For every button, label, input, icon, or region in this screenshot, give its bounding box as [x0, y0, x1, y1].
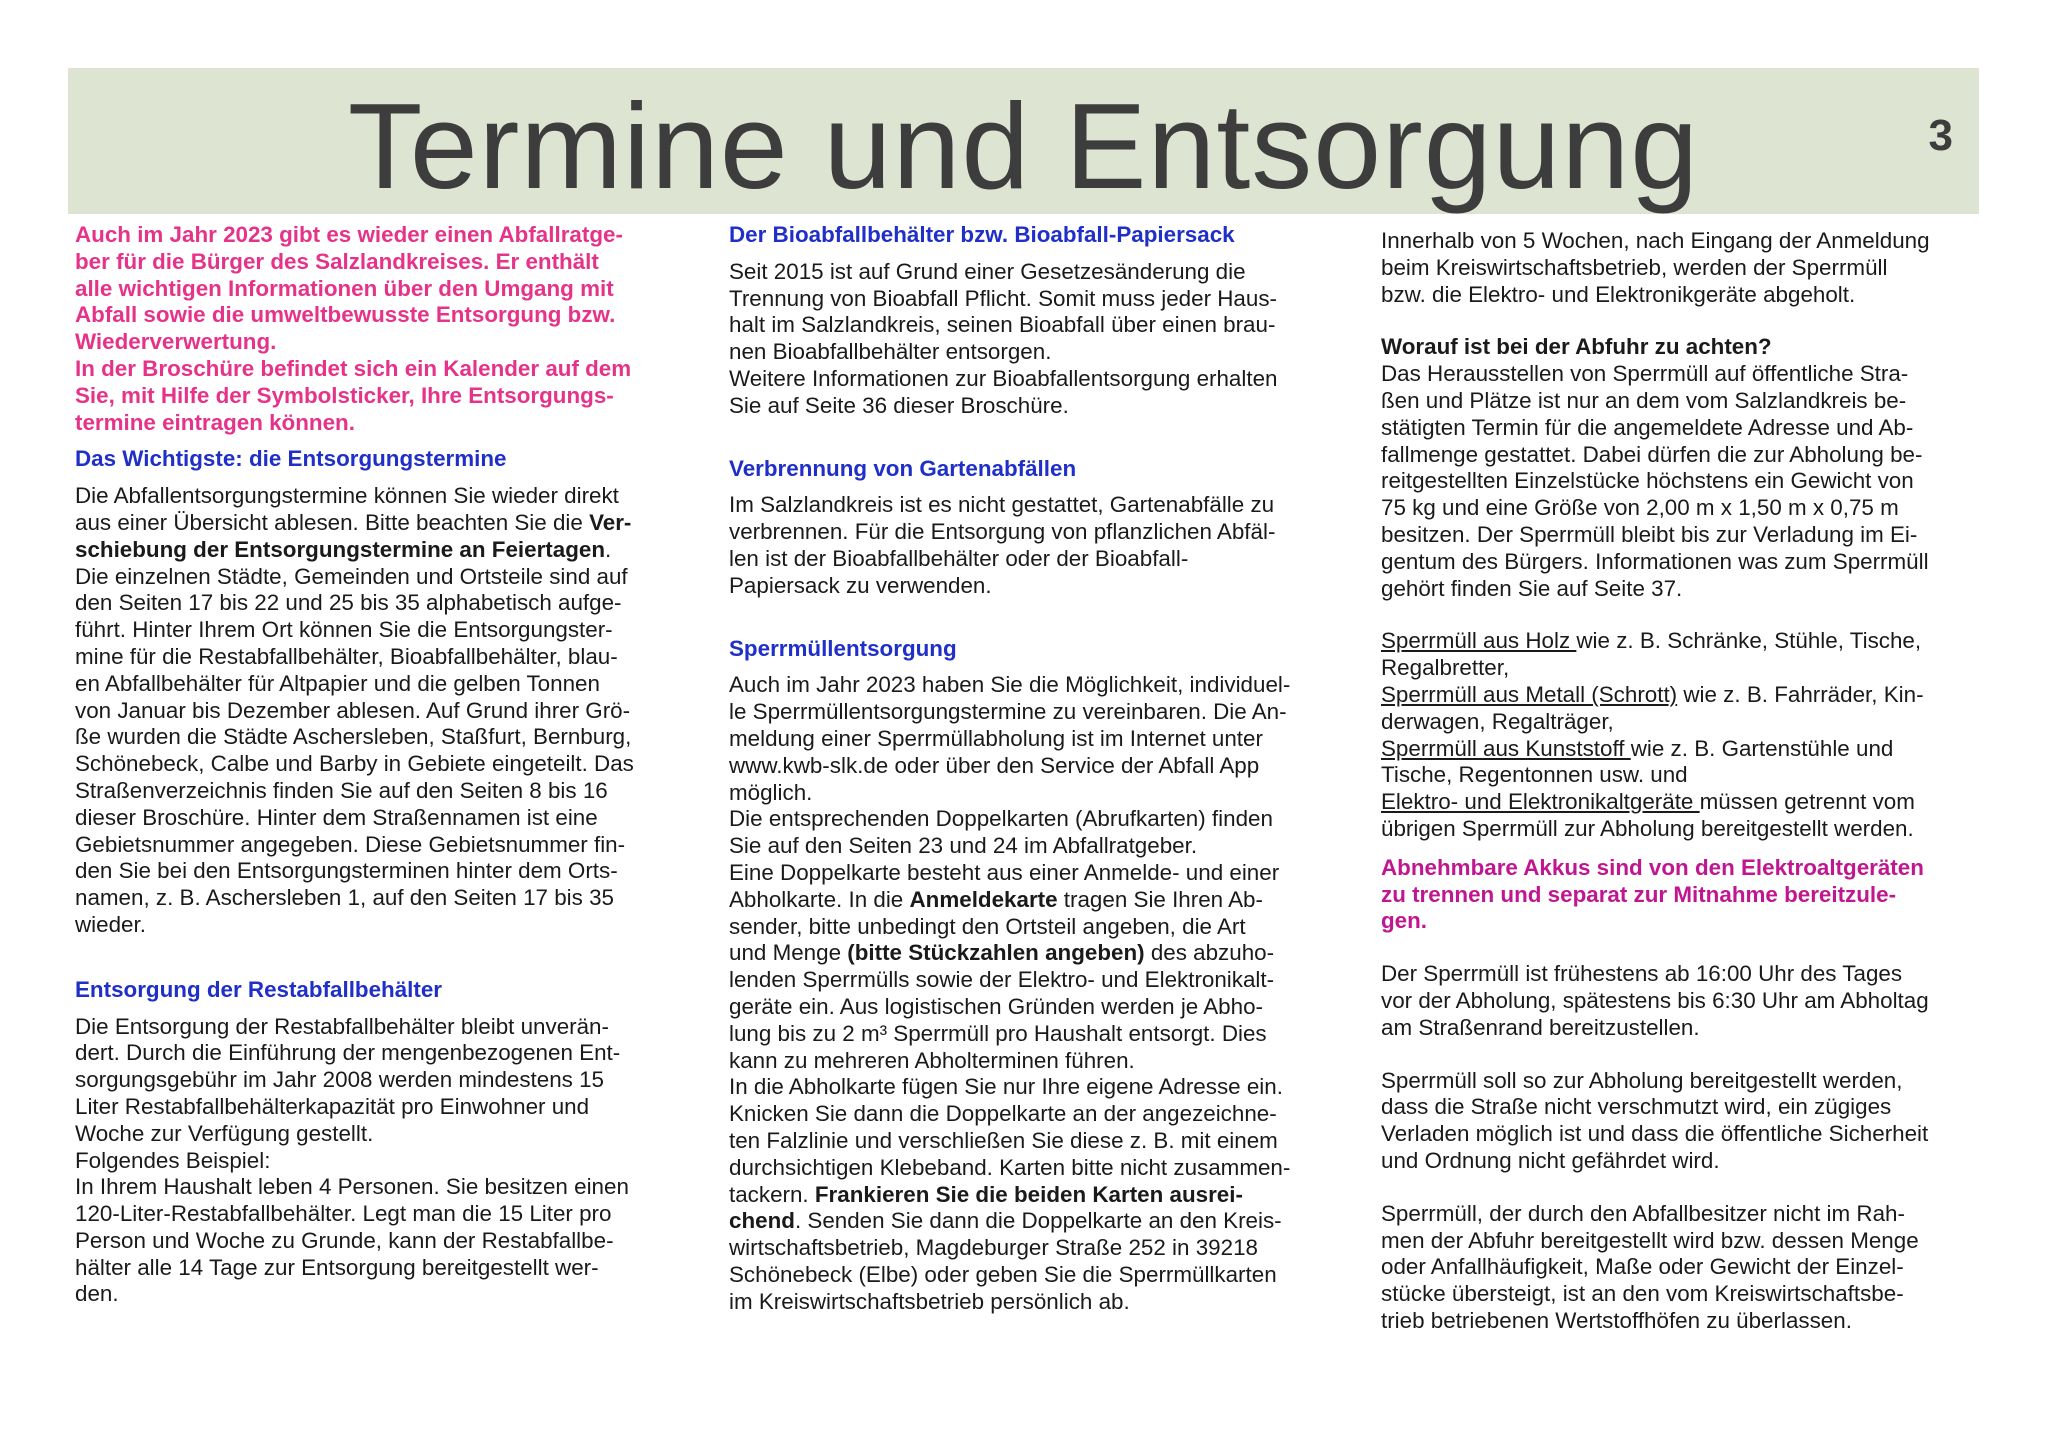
column-middle	[729, 224, 1345, 1315]
category-kunststoff: Sperrmüll aus Kunststoff	[1381, 735, 1631, 761]
page-title: Termine und Entsorgung	[347, 78, 1700, 214]
paragraph-entsorgungstermine: Die Abfallentsorgungstermine können Sie wieder direkt aus einer Übersicht ablesen. Bitte beachten Sie die Ver- schiebung der Entsorgungstermine an Feiertagen. Die einzelnen Städte, Gemeinden und Ortsteile sind auf den Seiten 17 bis 22 und 25 bis 35 alphabetisch aufge- führt. Hinter Ihrem Ort können Sie die Entsorgungster- mine für die Restabfallbehälter, Bioabfallbehälter, blau- en Abfallbehälter für Altpapier und die gelben Tonnen von Januar bis Dezember ablesen. Auf Grund ihrer Grö- ße wurden die Städte Aschersleben, Staßfurt, Bernburg, Schönebeck, Calbe und Barby in Gebiete eingeteilt. Das Straßenverzeichnis finden Sie auf den Seiten 8 bis 16 dieser Broschüre. Hinter dem Straßennamen ist eine Gebietsnummer angegeben. Diese Gebietsnummer fin- den Sie bei den Entsorgungsterminen hinter dem Orts- namen, z. B. Aschersleben 1, auf den Seiten 17 bis 35 wieder.	[75, 483, 634, 937]
heading-restabfallbehaelter: Entsorgung der Restabfallbehälter	[75, 976, 443, 1002]
paragraph-bioabfall: Seit 2015 ist auf Grund einer Gesetzesänderung die Trennung von Bioabfall Pflicht. Somit muss jeder Haus- halt im Salzlandkreis, seinen Bioabfall über einen brau- nen Bioabfallbehälter entsorgen. Weitere Informationen zur Bioabfallentsorgung erhalten Sie auf Seite 36 dieser Broschüre.	[729, 258, 1278, 418]
heading-worauf: Worauf ist bei der Abfuhr zu achten?	[1381, 334, 1772, 360]
paragraph-abfuhr: Das Herausstellen von Sperrmüll auf öffentliche Stra- ßen und Plätze ist nur an dem vom Salzlandkreis be- stätigten Termin für die angemeldete Adresse und Ab- fallmenge gestattet. Dabei dürfen die zur Abholung be- reitgestellten Einzelstücke höchstens ein Gewicht von 75 kg und eine Größe von 2,00 m x 1,50 m x 0,75 m besitzen. Der Sperrmüll bleibt bis zur Verladung im Ei- gentum des Bürgers. Informationen was zum Sperrmüll gehört finden Sie auf Seite 37.	[1381, 361, 1929, 601]
paragraph-abholfrist: Innerhalb von 5 Wochen, nach Eingang der Anmeldung beim Kreiswirtschaftsbetrieb, werden der Sperrmüll bzw. die Elektro- und Elektronikgeräte abgeholt.	[1381, 228, 1930, 307]
category-metall: Sperrmüll aus Metall (Schrott)	[1381, 681, 1678, 707]
paragraph-kategorien: Sperrmüll aus Holz wie z. B. Schränke, Stühle, Tische, Regalbretter, Sperrmüll aus Metall (Schrott) wie z. B. Fahrräder, Kin- derwagen, Regalträger, Sperrmüll aus Kunststoff wie z. B. Gartenstühle und Tische, Regentonnen usw. und Elektro- und Elektronikaltgeräte müssen getrennt vom übrigen Sperrmüll zur Abholung bereitgestellt werden.	[1381, 628, 1924, 841]
heading-gartenabfaelle: Verbrennung von Gartenabfällen	[729, 455, 1077, 481]
paragraph-restabfallbehaelter: Die Entsorgung der Restabfallbehälter bleibt unverän- dert. Durch die Einführung der mengenbezogenen Ent- sorgungsgebühr im Jahr 2008 werden mindestens 15 Liter Restabfallbehälterkapazität pro Einwohner und Woche zur Verfügung gestellt. Folgendes Beispiel: In Ihrem Haushalt leben 4 Personen. Sie besitzen einen 120-Liter-Restabfallbehälter. Legt man die 15 Liter pro Person und Woche zu Grunde, kann der Restabfallbe- hälter alle 14 Tage zur Entsorgung bereitgestellt wer- den.	[75, 1013, 629, 1307]
paragraph-wertstoffhoefe: Sperrmüll, der durch den Abfallbesitzer nicht im Rah- men der Abfuhr bereitgestellt wird bzw. dessen Menge oder Anfallhäufigkeit, Maße oder Gewicht der Einzel- stücke übersteigt, ist an den vom Kreiswirtschaftsbe- trieb betriebenen Wertstoffhöfen zu überlassen.	[1381, 1200, 1919, 1333]
column-right	[1381, 224, 1986, 1335]
paragraph-sperrmuellentsorgung: Auch im Jahr 2023 haben Sie die Möglichkeit, individuel- le Sperrmüllentsorgungstermine zu vereinbaren. Die An- meldung einer Sperrmüllabholung ist im Internet unter www.kwb-slk.de oder über den Service der Abfall App möglich. Die entsprechenden Doppelkarten (Abrufkarten) finden Sie auf den Seiten 23 und 24 im Abfallratgeber. Eine Doppelkarte besteht aus einer Anmelde- und einer Abholkarte. In die Anmeldekarte tragen Sie Ihren Ab- sender, bitte unbedingt den Ortsteil angeben, die Art und Menge (bitte Stückzahlen angeben) des abzuho- lenden Sperrmülls sowie der Elektro- und Elektronikalt- geräte ein. Aus logistischen Gründen werden je Abho- lung bis zu 2 m³ Sperrmüll pro Haushalt entsorgt. Dies kann zu mehreren Abholterminen führen. In die Abholkarte fügen Sie nur Ihre eigene Adresse ein. Knicken Sie dann die Doppelkarte an der angezeichne- ten Falzlinie und verschließen Sie diese z. B. mit einem durchsichtigen Klebeband. Karten bitte nicht zusammen- tackern. Frankieren Sie die beiden Karten ausrei- chend. Senden Sie dann die Doppelkarte an den Kreis- wirtschaftsbetrieb, Magdeburger Straße 252 in 39218 Schönebeck (Elbe) oder geben Sie die Sperrmüllkarten im Kreiswirtschaftsbetrieb persönlich ab.	[729, 672, 1291, 1314]
column-left	[75, 224, 686, 1308]
intro-paragraph: Auch im Jahr 2023 gibt es wieder einen Abfallratge- ber für die Bürger des Salzlandkreises. Er enthält alle wichtigen Informationen über den Umgang mit Abfall sowie die umweltbewusste Entsorgung bzw. Wiederverwertung. In der Broschüre befindet sich ein Kalender auf dem Sie, mit Hilfe der Symbolsticker, Ihre Entsorgungs- termine eintragen können.	[75, 222, 632, 435]
category-holz: Sperrmüll aus Holz	[1381, 628, 1577, 654]
paragraph-bereitstellungszeit: Der Sperrmüll ist frühestens ab 16:00 Uhr des Tages vor der Abholung, spätestens bis 6:30 Uhr am Abholtag am Straßenrand bereitzustellen.	[1381, 961, 1929, 1040]
category-elektro: Elektro- und Elektronikaltgeräte	[1381, 789, 1700, 815]
page-number: 3	[1928, 111, 1953, 160]
akkus-notice: Abnehmbare Akkus sind von den Elektroaltgeräten zu trennen und separat zur Mitnahme bereitzule- gen.	[1381, 854, 1924, 934]
paragraph-gartenabfaelle: Im Salzlandkreis ist es nicht gestattet, Gartenabfälle zu verbrennen. Für die Entsorgung von pflanzlichen Abfäl- len ist der Bioabfallbehälter oder der Bioabfall- Papiersack zu verwenden.	[729, 492, 1276, 598]
paragraph-sauberkeit: Sperrmüll soll so zur Abholung bereitgestellt werden, dass die Straße nicht verschmutzt wird, ein zügiges Verladen möglich ist und dass die öffentliche Sicherheit und Ordnung nicht gefährdet wird.	[1381, 1067, 1929, 1173]
heading-entsorgungstermine: Das Wichtigste: die Entsorgungstermine	[75, 446, 507, 472]
heading-sperrmuellentsorgung: Sperrmüllentsorgung	[729, 635, 957, 661]
heading-bioabfall: Der Bioabfallbehälter bzw. Bioabfall-Papiersack	[729, 222, 1235, 247]
header-banner	[68, 68, 1979, 214]
